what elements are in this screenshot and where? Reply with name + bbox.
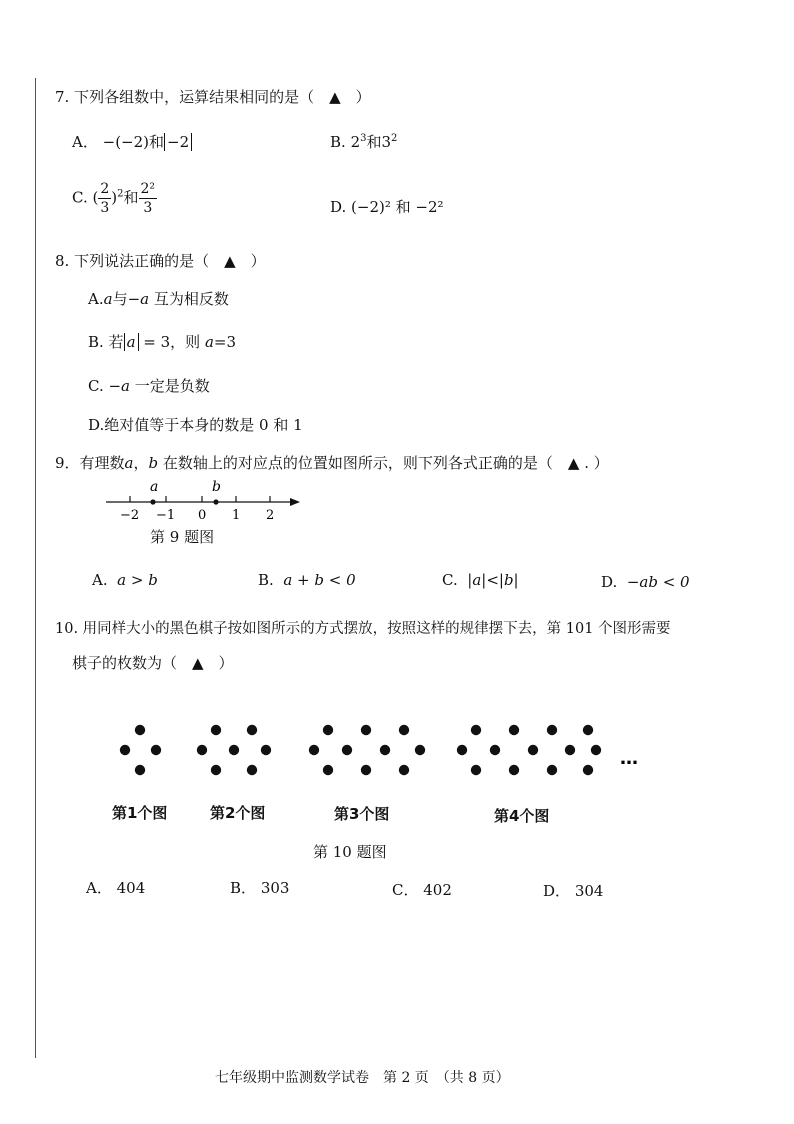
figure-3-dots <box>309 725 425 775</box>
chess-piece <box>323 765 333 775</box>
q8-option-b-prefix: B. 若 <box>88 333 124 351</box>
chess-piece <box>509 765 519 775</box>
q9-stem-mid: ， <box>133 454 149 472</box>
tick-label: −2 <box>120 508 140 523</box>
q10-option-d-label: D． <box>543 882 571 900</box>
q7-option-c: C. ( $\frac{2}{3}$ )$^2$和 $\frac{\text{2²}}{3}$ <box>72 181 156 216</box>
q9-option-a <box>92 571 158 589</box>
chess-piece <box>211 725 221 735</box>
figure-4-dots <box>457 725 601 775</box>
chess-piece <box>583 725 593 735</box>
chess-piece <box>361 765 371 775</box>
q9-stem-prefix: 9．有理数 <box>55 454 125 472</box>
q7-option-c-label: C. <box>72 188 88 207</box>
q8-option-a-suffix: 互为相反数 <box>149 290 229 308</box>
chess-piece <box>247 765 257 775</box>
chess-piece <box>211 765 221 775</box>
page-footer: 七年级期中监测数学试卷 第 2 页 （共 8 页） <box>215 1070 510 1086</box>
chess-piece <box>509 725 519 735</box>
chess-piece <box>309 745 319 755</box>
q9-option-b <box>258 571 356 589</box>
q10-figure-caption: 第 10 题图 <box>313 843 387 861</box>
q10-option-a-value: 404 <box>116 879 146 897</box>
point-b-dot <box>213 499 218 504</box>
tick-label: −1 <box>156 508 176 523</box>
figure-1-dots <box>120 725 161 775</box>
q10-option-d-value: 304 <box>574 882 604 900</box>
q8-option-a-text: 与− <box>112 290 141 308</box>
q9-option-a-label: A. <box>92 571 108 589</box>
chess-piece <box>247 725 257 735</box>
chess-piece <box>528 745 538 755</box>
q7-option-a-label: A． <box>72 133 98 151</box>
q7-option-b-label: B. <box>330 133 346 151</box>
q9-option-d <box>601 573 690 591</box>
q7-option-c-fraction2: $\frac{\text{2²}}{3}$ <box>140 181 156 216</box>
q7-option-d <box>330 196 444 217</box>
q9-option-b-expr: a + b < 0 <box>283 571 356 589</box>
chess-piece <box>120 745 130 755</box>
q9-option-c <box>442 571 519 589</box>
q8-option-c-suffix: 一定是负数 <box>130 377 210 395</box>
q8-option-a: A.a与−a 互为相反数 <box>88 290 229 308</box>
q9-option-c-expr: |a|<|b| <box>467 571 519 589</box>
figure-2-label: 第2个图 <box>210 804 266 822</box>
tick-label: 1 <box>232 508 241 523</box>
q7-option-a-and: 和 <box>149 133 165 151</box>
figure-2-dots <box>197 725 271 775</box>
q10-option-d <box>543 880 603 901</box>
q8-option-b: B. 若 a = 3，则 a=3 <box>88 333 237 351</box>
chess-piece <box>490 745 500 755</box>
q7-option-a-expr2: −2 <box>164 133 192 151</box>
figure-1-label: 第1个图 <box>112 804 168 822</box>
binding-margin-line <box>35 78 36 1058</box>
q10-stem-line2: 棋子的枚数为（ ▲ ） <box>72 654 234 672</box>
chess-piece <box>471 725 481 735</box>
number-line-figure <box>100 474 310 524</box>
q7-option-d-label: D. <box>330 198 347 216</box>
q9-option-d-label: D. <box>601 573 618 591</box>
point-a-dot <box>150 499 155 504</box>
point-a-label: a <box>150 479 159 495</box>
chess-piece <box>197 745 207 755</box>
q8-option-d: D.绝对值等于本身的数是 0 和 1 <box>88 416 303 434</box>
chess-piece <box>591 745 601 755</box>
chess-piece <box>457 745 467 755</box>
q9-figure-caption: 第 9 题图 <box>150 528 215 546</box>
chess-piece <box>380 745 390 755</box>
q7-option-b-and: 和 <box>366 133 382 151</box>
q10-option-a-label: A． <box>86 879 112 897</box>
chess-piece <box>399 765 409 775</box>
q8-option-c-prefix: C. − <box>88 377 122 395</box>
q7-option-d-text: (−2)² 和 −2² <box>351 198 444 216</box>
number-line-arrow <box>290 498 300 506</box>
q7-option-b: B. $2^3$和$3^2$ <box>330 133 398 151</box>
chess-piece <box>229 745 239 755</box>
q10-option-c <box>392 879 452 900</box>
q10-option-b-value: 303 <box>260 879 290 897</box>
q7-option-c-fraction1: $\frac{2}{3}$ <box>100 181 110 216</box>
q10-option-b <box>230 877 289 898</box>
ellipsis: … <box>620 748 638 769</box>
chess-piece <box>135 765 145 775</box>
chess-piece <box>415 745 425 755</box>
chess-piece <box>323 725 333 735</box>
q9-option-c-label: C. <box>442 571 458 589</box>
q10-option-c-value: 402 <box>423 881 452 899</box>
chess-piece <box>547 725 557 735</box>
tick-label: 2 <box>266 508 275 523</box>
q9-option-b-label: B. <box>258 571 274 589</box>
q7-stem: 7. 下列各组数中，运算结果相同的是（ ▲ ） <box>55 88 371 106</box>
q8-option-b-mid: = 3，则 <box>138 333 205 351</box>
point-b-label: b <box>212 479 221 495</box>
q9-stem-suffix: 在数轴上的对应点的位置如图所示，则下列各式正确的是（ ▲ . ） <box>158 454 609 472</box>
q10-option-c-label: C． <box>392 881 419 899</box>
chess-piece <box>399 725 409 735</box>
q10-option-a <box>86 877 145 898</box>
chess-piece <box>342 745 352 755</box>
q10-option-b-label: B． <box>230 879 257 897</box>
q7-option-a-expr1: −(−2) <box>102 133 150 151</box>
chess-piece <box>361 725 371 735</box>
chess-piece <box>583 765 593 775</box>
chess-piece <box>151 745 161 755</box>
q10-stem-line1: 10. 用同样大小的黑色棋子按如图所示的方式摆放，按照这样的规律摆下去，第 101 个图形需要 <box>55 621 671 637</box>
q9-option-a-expr: a > b <box>117 571 158 589</box>
chess-pattern-figure <box>110 720 650 785</box>
tick-label: 0 <box>198 508 207 523</box>
q7-option-c-and: 和 <box>123 188 139 207</box>
q7-option-a <box>72 131 192 152</box>
q9-option-d-expr: −ab < 0 <box>626 573 690 591</box>
q8-stem: 8. 下列说法正确的是（ ▲ ） <box>55 252 266 270</box>
chess-piece <box>261 745 271 755</box>
figure-4-label: 第4个图 <box>494 807 550 825</box>
chess-piece <box>471 765 481 775</box>
q8-option-c: C. −a 一定是负数 <box>88 377 210 395</box>
chess-piece <box>565 745 575 755</box>
q8-option-b-end: =3 <box>213 333 237 351</box>
figure-3-label: 第3个图 <box>334 805 390 823</box>
chess-piece <box>135 725 145 735</box>
chess-piece <box>547 765 557 775</box>
q9-stem: 9．有理数a，b 在数轴上的对应点的位置如图所示，则下列各式正确的是（ ▲ . ） <box>55 454 609 472</box>
